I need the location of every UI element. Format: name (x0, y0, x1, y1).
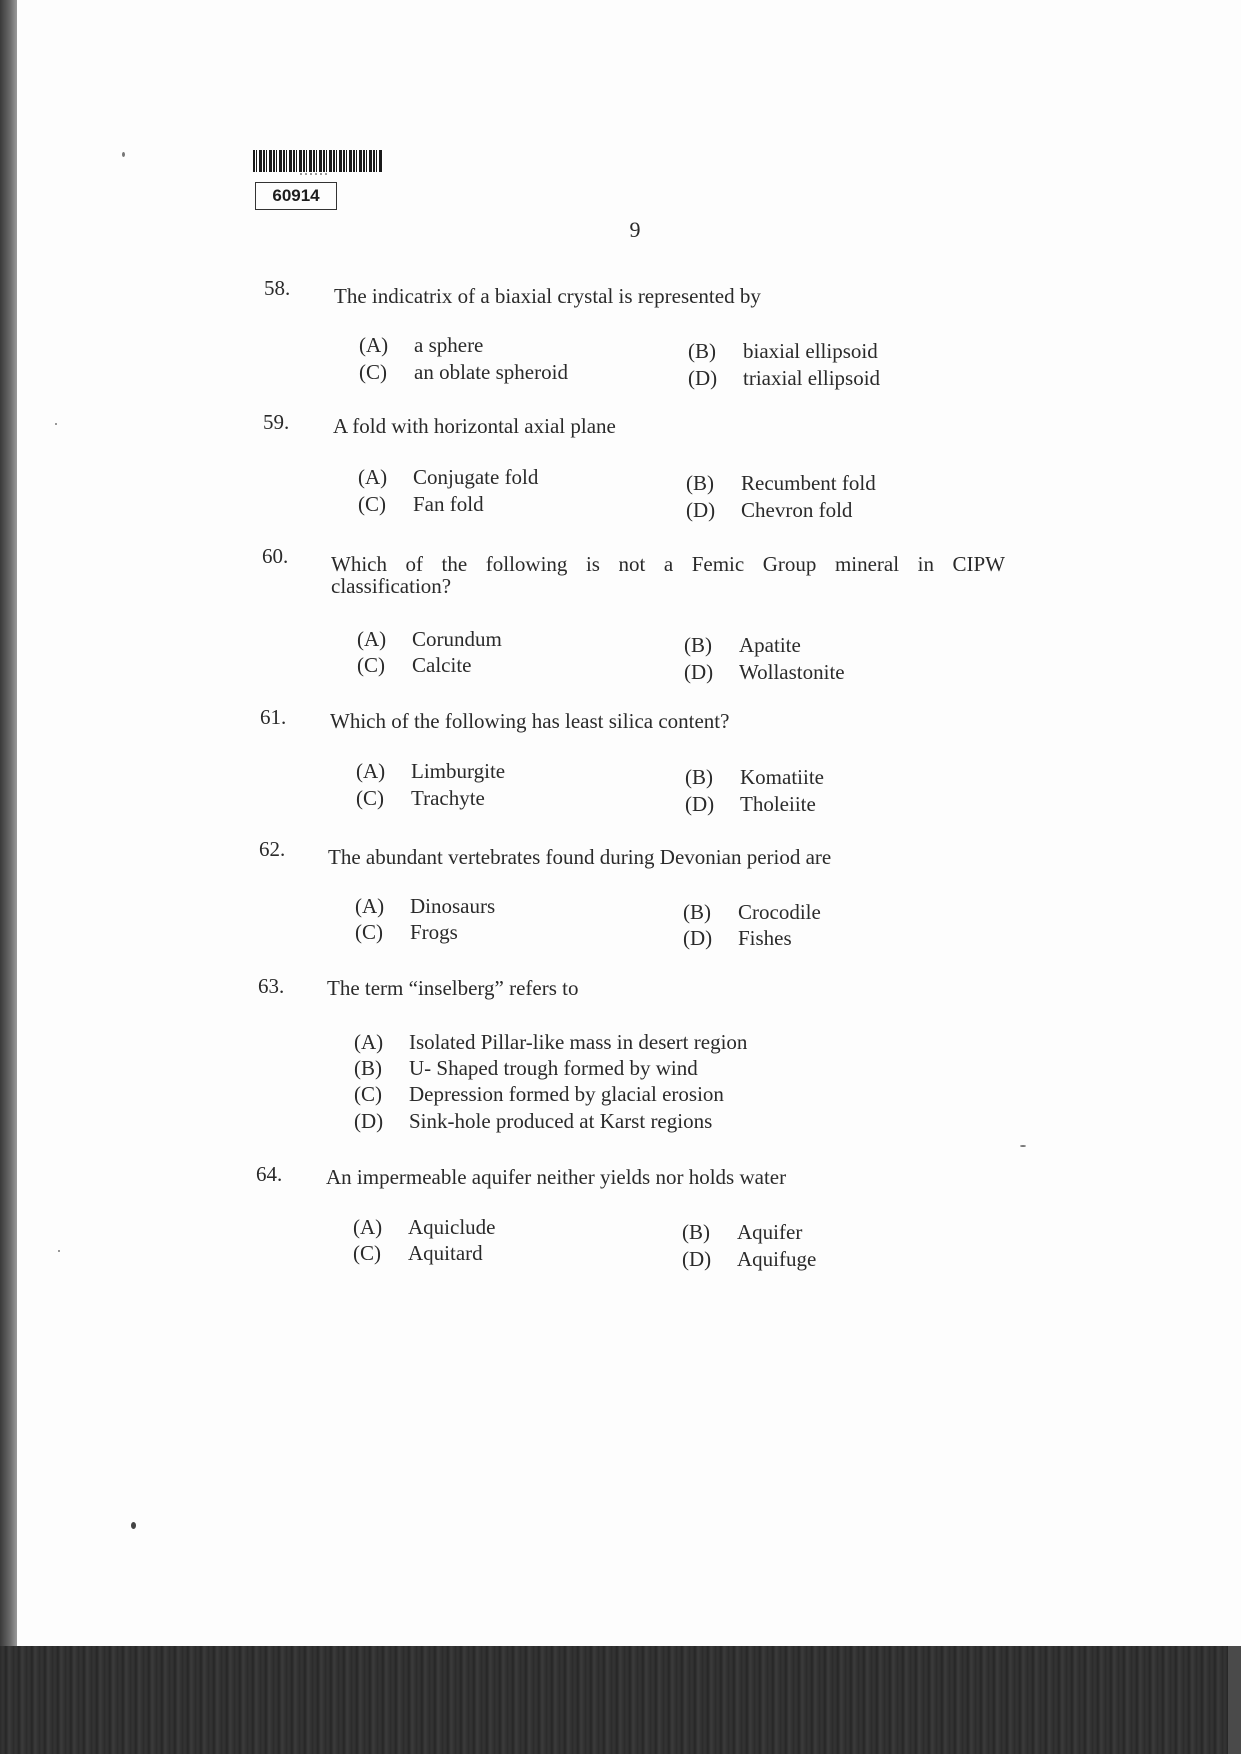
option-letter: (B) (685, 765, 713, 789)
option-letter: (C) (355, 920, 383, 944)
option-text: Aquitard (408, 1241, 483, 1265)
option-text: Aquifer (737, 1220, 803, 1244)
option-letter: (D) (683, 926, 713, 950)
question-number: 59. (263, 410, 290, 434)
option-letter: (D) (354, 1109, 384, 1133)
option-text: Conjugate fold (413, 465, 539, 489)
option-text: Chevron fold (741, 498, 853, 522)
barcode (253, 150, 383, 172)
option-a (357, 626, 502, 652)
barcode-digits (300, 173, 330, 175)
option-text: Limburgite (411, 759, 506, 783)
option-c (355, 919, 458, 945)
option-d (683, 925, 792, 951)
option-letter: (C) (359, 360, 387, 384)
option-letter: (B) (686, 471, 714, 495)
option-b (354, 1055, 698, 1081)
option-letter: (D) (686, 498, 716, 522)
question-text: The abundant vertebrates found during Devonian period are (328, 845, 832, 869)
option-a (353, 1214, 495, 1240)
option-c (356, 785, 485, 811)
option-c (359, 359, 568, 385)
question-number: 64. (256, 1162, 283, 1186)
option-text: Dinosaurs (410, 894, 496, 918)
option-text: Fishes (738, 926, 792, 950)
option-a (355, 893, 495, 919)
option-letter: (C) (354, 1082, 382, 1106)
option-letter: (D) (682, 1247, 712, 1271)
option-text: triaxial ellipsoid (743, 366, 881, 390)
scan-speck (1020, 1145, 1026, 1147)
option-text: biaxial ellipsoid (743, 339, 878, 363)
option-d (686, 497, 852, 523)
scan-speck (58, 1250, 60, 1252)
question-number: 61. (260, 705, 287, 729)
option-text: an oblate spheroid (414, 360, 568, 384)
option-text: Isolated Pillar-like mass in desert region (409, 1030, 748, 1054)
question-number: 63. (258, 974, 285, 998)
question-text-line-2: classification? (331, 574, 452, 598)
option-text: Tholeiite (740, 792, 816, 816)
option-a (354, 1029, 747, 1055)
scan-speck (55, 423, 57, 425)
option-letter: (D) (684, 660, 714, 684)
option-text: Depression formed by glacial erosion (409, 1082, 724, 1106)
option-b (683, 899, 821, 925)
scanner-left-edge (0, 0, 17, 1754)
exam-page (17, 0, 1241, 1646)
scanner-bottom-band (0, 1646, 1241, 1754)
option-d (354, 1108, 712, 1134)
question-number: 60. (262, 544, 289, 568)
option-b (682, 1219, 802, 1245)
option-letter: (A) (358, 465, 388, 489)
option-text: Crocodile (738, 900, 821, 924)
question-number: 58. (264, 276, 291, 300)
question-number: 62. (259, 837, 286, 861)
option-letter: (B) (688, 339, 716, 363)
option-text: Aquiclude (408, 1215, 496, 1239)
option-b (686, 470, 876, 496)
option-b (688, 338, 878, 364)
option-text: Fan fold (413, 492, 484, 516)
option-text: Corundum (412, 627, 502, 651)
option-a (359, 332, 483, 358)
option-letter: (A) (354, 1030, 384, 1054)
question-text: Which of the following has least silica content? (330, 709, 730, 733)
option-letter: (B) (682, 1220, 710, 1244)
option-letter: (A) (356, 759, 386, 783)
question-text: The term “inselberg” refers to (327, 976, 579, 1000)
scan-speck (131, 1522, 136, 1529)
option-b (685, 764, 824, 790)
scan-speck (122, 152, 125, 157)
option-b (684, 632, 801, 658)
option-letter: (C) (356, 786, 384, 810)
option-letter: (B) (354, 1056, 382, 1080)
option-text: Trachyte (411, 786, 485, 810)
option-c (358, 491, 484, 517)
option-text: Sink-hole produced at Karst regions (409, 1109, 713, 1133)
option-a (358, 464, 538, 490)
option-text: Aquifuge (737, 1247, 817, 1271)
question-text: The indicatrix of a biaxial crystal is represented by (334, 284, 761, 308)
option-text: Frogs (410, 920, 458, 944)
option-d (685, 791, 816, 817)
option-text: a sphere (414, 333, 484, 357)
option-d (682, 1246, 816, 1272)
option-text: Apatite (739, 633, 801, 657)
page-number: 9 (629, 217, 641, 242)
option-letter: (B) (684, 633, 712, 657)
option-letter: (D) (685, 792, 715, 816)
option-text: U- Shaped trough formed by wind (409, 1056, 698, 1080)
option-letter: (C) (357, 653, 385, 677)
option-text: Recumbent fold (741, 471, 876, 495)
option-a (356, 758, 505, 784)
option-text: Calcite (412, 653, 472, 677)
option-text: Komatiite (740, 765, 824, 789)
option-c (354, 1081, 724, 1107)
option-d (684, 659, 845, 685)
option-letter: (A) (357, 627, 387, 651)
question-text-line-1: Which of the following is not a Femic Group mineral in CIPW (331, 552, 1005, 576)
option-d (688, 365, 880, 391)
scanner-bottom-right (1228, 1646, 1241, 1754)
option-text: Wollastonite (739, 660, 845, 684)
option-c (353, 1240, 483, 1266)
option-letter: (C) (353, 1241, 381, 1265)
option-letter: (A) (355, 894, 385, 918)
option-letter: (B) (683, 900, 711, 924)
paper-code: 60914 (255, 182, 337, 210)
option-c (357, 652, 471, 678)
option-letter: (C) (358, 492, 386, 516)
option-letter: (A) (353, 1215, 383, 1239)
option-letter: (A) (359, 333, 389, 357)
question-text: An impermeable aquifer neither yields nor holds water (326, 1165, 787, 1189)
option-letter: (D) (688, 366, 718, 390)
question-text: A fold with horizontal axial plane (333, 414, 616, 438)
